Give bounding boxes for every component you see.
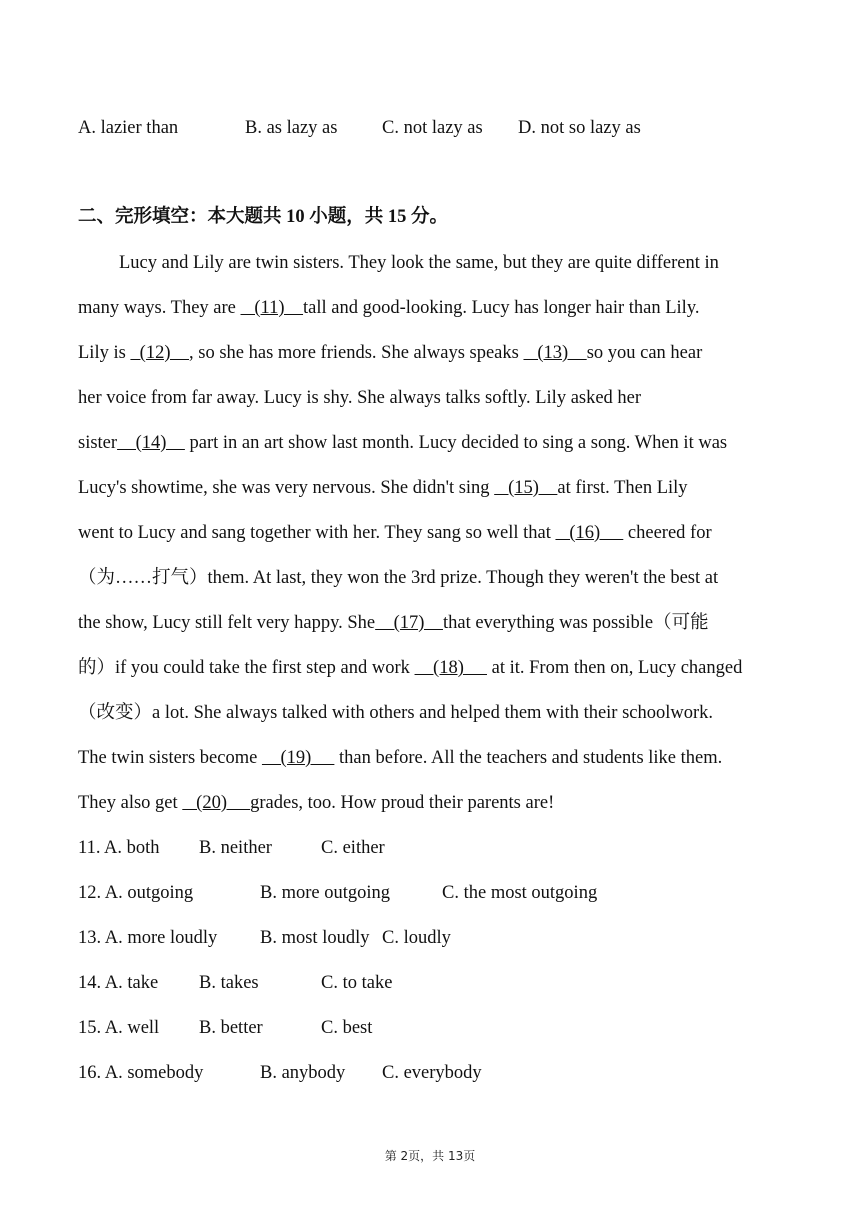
option-c: C. not lazy as [382, 118, 483, 138]
passage-text: sister [78, 433, 118, 453]
passage-text: tall and good-looking. Lucy has longer hair than Lily. [303, 298, 700, 318]
option-d: D. not so lazy as [518, 118, 641, 138]
blank-19: (19) [261, 748, 335, 768]
passage-text: grades, too. How proud their parents are! [250, 793, 555, 813]
question-15-option-b: B. better [199, 1018, 263, 1038]
question-12-option-c: C. the most outgoing [442, 883, 598, 903]
option-b: B. as lazy as [245, 118, 338, 138]
question-14-option-b: B. takes [199, 973, 259, 993]
question-15-option-a: 15. A. well [78, 1018, 160, 1038]
passage-line [78, 296, 700, 320]
passage-line [78, 341, 702, 365]
question-11-option-c: C. either [321, 838, 385, 858]
question-13-option-b: B. most loudly [260, 928, 370, 948]
passage-text: , so she has more friends. She always speaks [189, 343, 524, 363]
passage-text: The twin sisters become [78, 748, 262, 768]
question-15-option-c: C. best [321, 1018, 373, 1038]
blank-16: (16) [555, 523, 624, 543]
passage-line [78, 521, 712, 545]
page-footer: 第 2页，共 13页 [384, 1149, 476, 1163]
passage-text: at it. From then on, Lucy changed [486, 658, 743, 678]
passage-line [78, 431, 727, 455]
passage-text: went to Lucy and sang together with her. They sang so well that [78, 523, 556, 543]
passage-line [78, 656, 742, 680]
question-16-option-c: C. everybody [382, 1063, 482, 1083]
question-13-option-a: 13. A. more loudly [78, 928, 218, 948]
passage-text: Lucy's showtime, she was very nervous. She didn't sing [78, 478, 495, 498]
passage-text: part in an art show last month. Lucy decided to sing a song. When it was [184, 433, 728, 453]
passage-text: at first. Then Lily [557, 478, 688, 498]
passage-text: 的）if you could take the first step and work [78, 658, 415, 678]
blank-15: (15) [494, 478, 558, 498]
passage-line [78, 791, 554, 815]
question-11-option-a: 11. A. both [78, 838, 160, 858]
blank-11: (11) [240, 298, 304, 318]
passage-line: her voice from far away. Lucy is shy. She always talks softly. Lily asked her [78, 388, 642, 408]
passage-text: They also get [78, 793, 183, 813]
passage-text: Lily is [78, 343, 131, 363]
question-12-option-a: 12. A. outgoing [78, 883, 194, 903]
blank-14: (14) [117, 433, 185, 453]
option-a: A. lazier than [78, 118, 179, 138]
question-16-option-a: 16. A. somebody [78, 1063, 204, 1083]
passage-text: many ways. They are [78, 298, 241, 318]
passage-line [78, 746, 722, 770]
blank-17: (17) [375, 613, 443, 633]
question-12-option-b: B. more outgoing [260, 883, 391, 903]
section-heading: 二、完形填空：本大题共 10 小题，共 15 分。 [78, 207, 449, 227]
question-14-option-a: 14. A. take [78, 973, 159, 993]
question-16-option-b: B. anybody [260, 1063, 346, 1083]
passage-line: （改变）a lot. She always talked with others and helped them with their schoolwork. [78, 703, 714, 723]
blank-13: (13) [523, 343, 587, 363]
passage-text: than before. All the teachers and students like them. [334, 748, 723, 768]
passage-text: the show, Lucy still felt very happy. She [78, 613, 376, 633]
passage-text: cheered for [623, 523, 712, 543]
passage-text: that everything was possible（可能 [442, 613, 709, 633]
passage-line: Lucy and Lily are twin sisters. They look the same, but they are quite different in [119, 253, 719, 273]
question-14-option-c: C. to take [321, 973, 393, 993]
blank-20: (20) [182, 793, 251, 813]
blank-12: (12) [130, 343, 189, 363]
question-13-option-c: C. loudly [382, 928, 451, 948]
question-11-option-b: B. neither [199, 838, 272, 858]
passage-line [78, 611, 709, 635]
blank-18: (18) [414, 658, 487, 678]
passage-line: （为……打气）them. At last, they won the 3rd prize. Though they weren't the best at [78, 568, 719, 588]
passage-text: so you can hear [586, 343, 703, 363]
passage-line [78, 476, 688, 500]
